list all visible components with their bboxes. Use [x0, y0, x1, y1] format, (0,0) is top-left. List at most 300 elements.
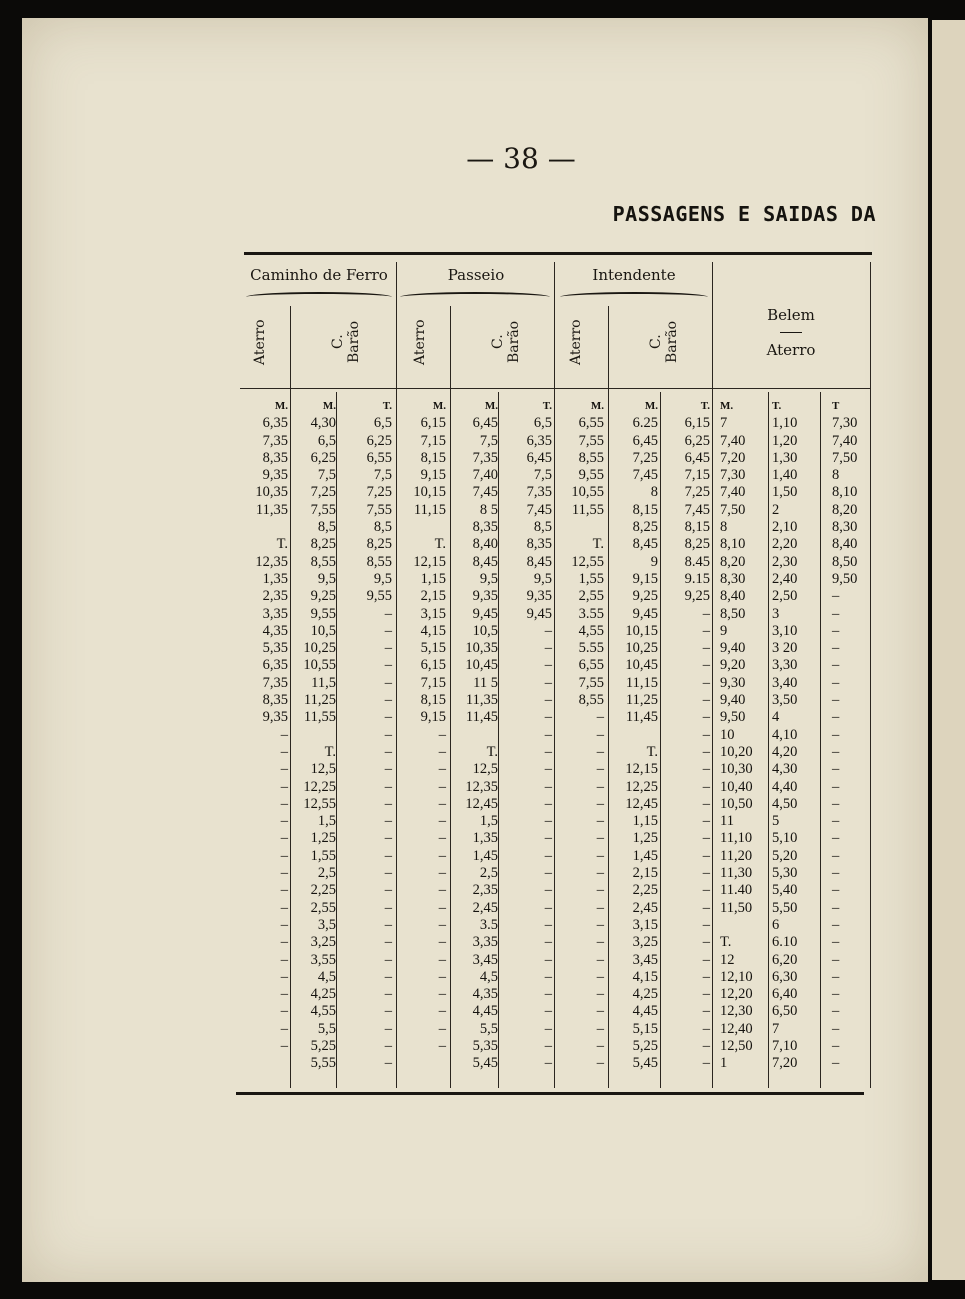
time-cell: –: [832, 882, 840, 899]
time-cell: –: [384, 934, 392, 951]
time-cell: 3,55: [310, 951, 336, 968]
time-cell: 4,5: [317, 968, 336, 985]
time-cell: [612, 727, 658, 744]
time-cell: –: [702, 743, 710, 760]
time-cell: 2,5: [317, 865, 336, 882]
time-cell: 7,45: [472, 484, 498, 501]
time-cell: 9,15: [420, 709, 446, 726]
section-title: PASSAGENS E SAIDAS DA: [612, 202, 876, 226]
time-cell: T.: [592, 536, 604, 553]
time-cell: 6,20: [772, 951, 798, 968]
time-cell: 12,35: [255, 553, 288, 570]
time-cell: –: [702, 640, 710, 657]
time-cell: 4,25: [310, 986, 336, 1003]
time-cell: 8: [650, 484, 658, 501]
belem-divider: [780, 332, 802, 333]
page-number: — 38 —: [466, 142, 576, 175]
time-cell: 3,45: [632, 951, 658, 968]
time-cell: –: [384, 1020, 392, 1037]
time-cell: –: [544, 951, 552, 968]
time-cell: –: [596, 795, 604, 812]
time-cell: 10,15: [625, 622, 658, 639]
time-cell: T.: [720, 934, 732, 951]
time-cell: –: [438, 795, 446, 812]
divider-v: [712, 262, 713, 1088]
time-cell: 5,15: [632, 1020, 658, 1037]
time-cell: –: [832, 986, 840, 1003]
time-cell: 11 5: [473, 674, 498, 691]
time-cell: 8,40: [720, 588, 746, 605]
time-cell: –: [596, 1003, 604, 1020]
time-cell: –: [438, 951, 446, 968]
time-cell: T.: [486, 743, 498, 760]
time-cell: –: [832, 1055, 840, 1072]
time-cell: –: [544, 1037, 552, 1054]
time-cell: 6,25: [366, 432, 392, 449]
time-cell: 9,45: [632, 605, 658, 622]
time-cell: 4,35: [262, 622, 288, 639]
time-cell: 7,55: [578, 674, 604, 691]
time-cell: –: [832, 726, 840, 743]
col-caminho-barao-t: [340, 398, 392, 1073]
time-cell: –: [384, 916, 392, 933]
time-cell: –: [384, 882, 392, 899]
time-cell: 5,10: [772, 830, 798, 847]
time-cell: 9,5: [479, 570, 498, 587]
time-cell: 7: [720, 415, 728, 432]
time-cell: –: [702, 1055, 710, 1072]
time-cell: 9,40: [720, 640, 746, 657]
time-cell: 4,45: [632, 1003, 658, 1020]
time-cell: 7,5: [317, 467, 336, 484]
time-cell: –: [438, 899, 446, 916]
time-cell: 5,40: [772, 882, 798, 899]
time-cell: –: [702, 830, 710, 847]
time-cell: 3.5: [479, 916, 498, 933]
time-cell: 7,40: [720, 432, 746, 449]
time-cell: –: [702, 865, 710, 882]
time-cell: 6.25: [632, 415, 658, 432]
time-cell: 1,35: [262, 570, 288, 587]
time-cell: –: [280, 743, 288, 760]
time-cell: 11,15: [625, 674, 658, 691]
time-cell: –: [702, 847, 710, 864]
time-cell: 5,35: [472, 1037, 498, 1054]
intendente-barao-label: C. Barão: [648, 320, 680, 364]
time-cell: 8: [832, 467, 840, 484]
time-cell: 4,30: [310, 415, 336, 432]
time-cell: 7,20: [720, 449, 746, 466]
time-cell: 12: [720, 951, 735, 968]
time-cell: [558, 519, 604, 536]
time-cell: 3,5: [317, 916, 336, 933]
time-cell: 6,45: [526, 449, 552, 466]
time-cell: 1,55: [310, 847, 336, 864]
time-cell: –: [596, 830, 604, 847]
passeio-barao-label: C. Barão: [490, 320, 522, 364]
time-cell: –: [384, 674, 392, 691]
time-cell: 6,35: [262, 657, 288, 674]
col-intendente-aterro: [558, 398, 604, 1073]
time-cell: –: [384, 830, 392, 847]
divider-v: [660, 392, 661, 1088]
time-cell: 6,55: [578, 415, 604, 432]
time-cell: –: [280, 1037, 288, 1054]
time-cell: 7,35: [262, 674, 288, 691]
column-period-label: T.: [700, 400, 710, 412]
time-cell: 9,50: [832, 570, 858, 587]
time-cell: –: [702, 813, 710, 830]
time-cell: 5,25: [632, 1037, 658, 1054]
belem-header: [746, 298, 836, 367]
time-cell: –: [702, 726, 710, 743]
divider-v: [336, 392, 337, 1088]
time-cell: 1,15: [632, 813, 658, 830]
time-cell: 1,20: [772, 432, 798, 449]
time-cell: 12,50: [720, 1037, 753, 1054]
time-cell: 11,25: [303, 692, 336, 709]
time-cell: 7,55: [366, 501, 392, 518]
time-cell: –: [544, 968, 552, 985]
time-cell: 8,15: [632, 501, 658, 518]
time-cell: 7,25: [310, 484, 336, 501]
time-cell: 12,25: [303, 778, 336, 795]
time-cell: –: [832, 622, 840, 639]
time-cell: –: [702, 951, 710, 968]
time-cell: 1,35: [472, 830, 498, 847]
time-cell: 7,5: [373, 467, 392, 484]
time-cell: –: [702, 934, 710, 951]
time-cell: –: [702, 622, 710, 639]
time-cell: 9,55: [310, 605, 336, 622]
time-cell: –: [544, 709, 552, 726]
time-cell: 8,20: [720, 553, 746, 570]
time-cell: 3 20: [772, 640, 798, 657]
time-cell: –: [544, 761, 552, 778]
time-cell: –: [596, 1020, 604, 1037]
time-cell: –: [384, 622, 392, 639]
time-cell: –: [832, 588, 840, 605]
time-cell: 9,5: [373, 570, 392, 587]
time-cell: –: [544, 640, 552, 657]
time-cell: 2,15: [632, 865, 658, 882]
time-cell: –: [280, 916, 288, 933]
time-cell: 8,35: [262, 692, 288, 709]
time-cell: 2,45: [472, 899, 498, 916]
time-cell: 7,40: [720, 484, 746, 501]
divider-v: [450, 306, 451, 1088]
time-cell: –: [438, 830, 446, 847]
time-cell: 7,50: [720, 501, 746, 518]
time-cell: 1,40: [772, 467, 798, 484]
time-cell: –: [702, 761, 710, 778]
belem-label: Belem: [767, 306, 815, 324]
time-cell: –: [384, 813, 392, 830]
time-cell: 3,15: [632, 916, 658, 933]
time-cell: 10,45: [465, 657, 498, 674]
time-cell: 7,45: [632, 467, 658, 484]
time-cell: –: [702, 657, 710, 674]
time-cell: 7: [772, 1020, 780, 1037]
time-cell: –: [544, 657, 552, 674]
time-cell: 11,35: [465, 692, 498, 709]
time-cell: 4,55: [578, 622, 604, 639]
time-cell: –: [832, 934, 840, 951]
time-cell: 7,35: [472, 449, 498, 466]
time-cell: 7,35: [526, 484, 552, 501]
group-passeio: Passeio: [447, 266, 505, 284]
time-cell: 12,30: [720, 1003, 753, 1020]
time-cell: 3,35: [472, 934, 498, 951]
time-cell: 11,55: [571, 501, 604, 518]
table-bottom-rule: [236, 1092, 864, 1095]
time-cell: 3,45: [472, 951, 498, 968]
time-cell: –: [384, 986, 392, 1003]
time-cell: 12,5: [472, 761, 498, 778]
time-cell: 7,15: [420, 432, 446, 449]
time-cell: –: [596, 743, 604, 760]
time-cell: 8,25: [366, 536, 392, 553]
time-cell: –: [544, 1003, 552, 1020]
time-cell: –: [832, 916, 840, 933]
time-cell: 9,35: [262, 467, 288, 484]
belem-aterro-label: Aterro: [766, 341, 816, 359]
time-cell: –: [280, 882, 288, 899]
time-cell: 7,45: [526, 501, 552, 518]
divider-v: [396, 262, 397, 1088]
time-cell: 8,35: [526, 536, 552, 553]
time-cell: –: [438, 916, 446, 933]
time-cell: 4,30: [772, 761, 798, 778]
passeio-aterro-label: Aterro: [412, 319, 428, 365]
time-cell: 6,30: [772, 968, 798, 985]
time-cell: 8,15: [420, 449, 446, 466]
time-cell: 2,55: [578, 588, 604, 605]
time-cell: 12,40: [720, 1020, 753, 1037]
time-cell: 9: [720, 622, 728, 639]
time-cell: 9,55: [366, 588, 392, 605]
time-cell: 1,50: [772, 484, 798, 501]
time-cell: 11,50: [720, 899, 753, 916]
time-cell: –: [280, 986, 288, 1003]
time-cell: –: [438, 778, 446, 795]
time-cell: 2: [772, 501, 780, 518]
time-cell: –: [280, 934, 288, 951]
time-cell: –: [280, 726, 288, 743]
time-cell: 11.40: [720, 882, 753, 899]
time-cell: 1,45: [472, 847, 498, 864]
time-cell: 4,15: [632, 968, 658, 985]
time-cell: 2,30: [772, 553, 798, 570]
time-cell: 6,45: [684, 449, 710, 466]
time-cell: 6,45: [632, 432, 658, 449]
divider-v: [498, 392, 499, 1088]
time-cell: –: [702, 1020, 710, 1037]
time-cell: 5,30: [772, 865, 798, 882]
time-cell: 9,35: [262, 709, 288, 726]
time-cell: –: [596, 882, 604, 899]
time-cell: 5,25: [310, 1037, 336, 1054]
time-cell: T.: [646, 743, 658, 760]
time-cell: –: [596, 847, 604, 864]
time-cell: 1,5: [317, 813, 336, 830]
time-cell: 2,50: [772, 588, 798, 605]
time-cell: 11,5: [311, 674, 336, 691]
time-cell: 6,15: [420, 657, 446, 674]
time-cell: 6,40: [772, 986, 798, 1003]
time-cell: –: [438, 934, 446, 951]
time-cell: 12,45: [625, 795, 658, 812]
time-cell: –: [438, 1003, 446, 1020]
divider-v: [768, 392, 769, 1088]
time-cell: 10,25: [303, 640, 336, 657]
time-cell: 10: [720, 726, 735, 743]
time-cell: 9,5: [533, 570, 552, 587]
time-cell: 5,35: [262, 640, 288, 657]
time-cell: –: [384, 709, 392, 726]
time-cell: 11: [720, 813, 734, 830]
time-cell: 1,25: [632, 830, 658, 847]
time-cell: T.: [324, 743, 336, 760]
time-cell: 12,55: [571, 553, 604, 570]
time-cell: 6,35: [526, 432, 552, 449]
time-cell: –: [384, 968, 392, 985]
time-cell: 10,55: [303, 657, 336, 674]
time-cell: T.: [276, 536, 288, 553]
time-cell: –: [832, 1020, 840, 1037]
time-cell: –: [832, 778, 840, 795]
time-cell: 11,55: [303, 709, 336, 726]
time-cell: –: [702, 605, 710, 622]
time-cell: –: [544, 986, 552, 1003]
time-cell: –: [384, 761, 392, 778]
brace-passeio: [400, 292, 550, 302]
time-cell: 1,5: [479, 813, 498, 830]
time-cell: 5: [772, 813, 780, 830]
time-cell: –: [702, 916, 710, 933]
time-cell: –: [832, 795, 840, 812]
time-cell: 8,5: [533, 519, 552, 536]
time-cell: 8 5: [479, 501, 498, 518]
col-caminho-aterro: [244, 398, 288, 1055]
time-cell: 8,45: [472, 553, 498, 570]
time-cell: 2,5: [479, 865, 498, 882]
time-cell: 10,5: [310, 622, 336, 639]
time-cell: 3,25: [632, 934, 658, 951]
time-cell: 9,15: [632, 570, 658, 587]
time-cell: 9,45: [526, 605, 552, 622]
time-cell: 10,5: [472, 622, 498, 639]
time-cell: 12,15: [413, 553, 446, 570]
time-cell: 6,5: [373, 415, 392, 432]
time-cell: –: [544, 726, 552, 743]
time-cell: –: [384, 795, 392, 812]
time-cell: 12,25: [625, 778, 658, 795]
time-cell: 4,20: [772, 743, 798, 760]
time-cell: 7,35: [262, 432, 288, 449]
time-cell: 3,50: [772, 692, 798, 709]
time-cell: 8,55: [366, 553, 392, 570]
time-cell: –: [596, 899, 604, 916]
time-cell: –: [832, 692, 840, 709]
time-cell: –: [832, 761, 840, 778]
col-intendente-barao-t: [664, 398, 710, 1073]
time-cell: 8,45: [526, 553, 552, 570]
time-cell: –: [596, 778, 604, 795]
time-cell: –: [544, 882, 552, 899]
time-cell: 8,5: [373, 519, 392, 536]
time-cell: [294, 727, 336, 744]
time-cell: 11,15: [413, 501, 446, 518]
time-cell: 7,30: [832, 415, 858, 432]
time-cell: 6,25: [684, 432, 710, 449]
time-cell: 5.55: [578, 640, 604, 657]
time-cell: 6,5: [533, 415, 552, 432]
time-cell: 10,15: [413, 484, 446, 501]
divider-v: [554, 262, 555, 1088]
time-cell: [244, 519, 288, 536]
time-cell: –: [384, 865, 392, 882]
time-cell: –: [596, 1037, 604, 1054]
time-cell: 7,25: [684, 484, 710, 501]
time-cell: –: [702, 882, 710, 899]
time-cell: –: [384, 1037, 392, 1054]
time-cell: 7,40: [472, 467, 498, 484]
time-cell: 5,5: [479, 1020, 498, 1037]
time-cell: –: [280, 813, 288, 830]
time-cell: 7,20: [772, 1055, 798, 1072]
time-cell: –: [544, 916, 552, 933]
column-period-label: M.: [274, 400, 288, 412]
time-cell: 10,25: [625, 640, 658, 657]
time-cell: 8,35: [472, 519, 498, 536]
divider-v: [820, 392, 821, 1088]
time-cell: [720, 917, 766, 934]
table-top-rule: [244, 252, 872, 255]
time-cell: 9,5: [317, 570, 336, 587]
time-cell: –: [384, 657, 392, 674]
time-cell: 6,50: [772, 1003, 798, 1020]
time-cell: –: [438, 882, 446, 899]
time-cell: –: [832, 743, 840, 760]
time-cell: 5,15: [420, 640, 446, 657]
time-cell: 4,50: [772, 795, 798, 812]
time-cell: –: [280, 847, 288, 864]
time-cell: 2,35: [262, 588, 288, 605]
time-cell: 11,35: [255, 501, 288, 518]
column-period-label: M.: [432, 400, 446, 412]
time-cell: 6,15: [420, 415, 446, 432]
column-period-label: M.: [484, 400, 498, 412]
time-cell: –: [544, 778, 552, 795]
time-cell: 12,10: [720, 968, 753, 985]
column-period-label: M.: [322, 400, 336, 412]
column-period-label: T.: [772, 400, 782, 412]
time-cell: –: [544, 795, 552, 812]
time-cell: –: [544, 847, 552, 864]
time-cell: 3: [772, 605, 780, 622]
time-cell: 9,50: [720, 709, 746, 726]
time-cell: 8,50: [720, 605, 746, 622]
time-cell: –: [702, 968, 710, 985]
time-cell: 4: [772, 709, 780, 726]
time-cell: [400, 519, 446, 536]
time-cell: 6: [772, 916, 780, 933]
time-cell: –: [384, 899, 392, 916]
time-cell: –: [832, 830, 840, 847]
time-cell: 4,40: [772, 778, 798, 795]
time-cell: 11,45: [465, 709, 498, 726]
